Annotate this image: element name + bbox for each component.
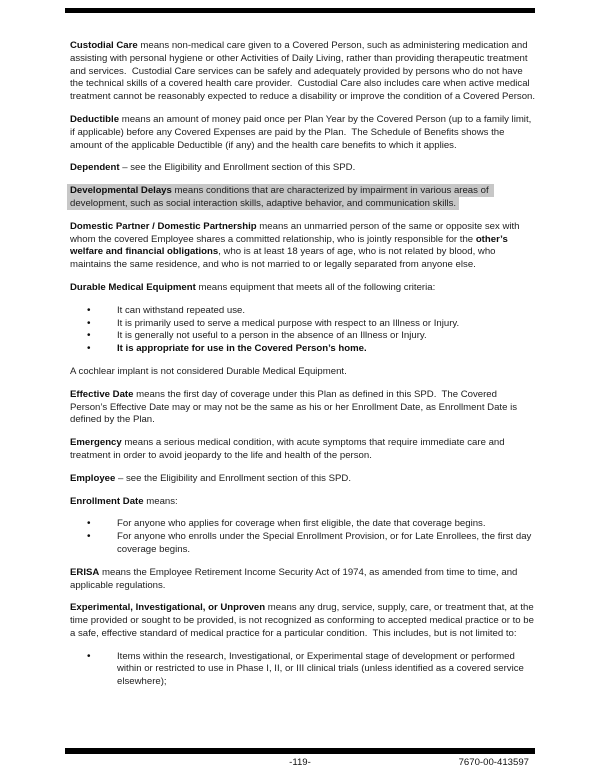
definition-erisa: [70, 567, 536, 593]
definition-body: means any drug, service, supply, care, or treatment that, at the time provided or sought to be provided, is not recognized as conforming to accepted medical practice or to be a safe, effective standard of medical practice for a particular condition. This includes, but is not limited to:: [70, 602, 537, 639]
bullet-icon: •: [87, 531, 91, 543]
definition-term: Dependent: [70, 162, 120, 174]
enrollment-bullet-list: [70, 518, 536, 556]
bullet-icon: •: [87, 518, 91, 530]
definition-emergency: [70, 437, 536, 463]
definition-body: means an amount of money paid once per Plan Year by the Covered Person (up to a family limit, if applicable) before any Covered Expenses are paid by the Plan. The Schedule of Benefits shows the amount of the applicable Deductible (if any) and the health care benefits to which it applies.: [70, 113, 534, 151]
definition-body: means:: [143, 495, 178, 507]
bullet-icon: •: [87, 330, 91, 342]
definition-body: means an unmarried person of the same or opposite sex with whom the covered Employee shares a committed relationship, who is jointly responsible for the: [70, 220, 523, 245]
definition-body: means a serious medical condition, with acute symptoms that require immediate care and treatment in order to avoid jeopardy to the life and health of the person.: [70, 437, 508, 461]
document-code: 7670-00-413597: [458, 757, 529, 768]
definition-dependent: [70, 162, 536, 175]
definition-employee: [70, 473, 536, 486]
bullet-item: [70, 305, 536, 318]
definition-developmental-delays: [70, 185, 536, 211]
bullet-text: Items within the research, Investigational, or Experimental stage of development or performed within or restricted to use in Phase I, II, or III clinical trials (unless identified as a covered service elsewhere);: [117, 650, 527, 688]
bottom-rule: [65, 748, 535, 754]
cochlear-note: [70, 366, 536, 379]
bullet-item: [70, 651, 536, 689]
bullet-icon: •: [87, 650, 91, 662]
definition-effective-date: [70, 389, 536, 427]
definition-term: Enrollment Date: [70, 495, 144, 507]
bullet-text: For anyone who applies for coverage when first eligible, the date that coverage begins.: [117, 518, 486, 530]
page-content: [70, 40, 536, 699]
definition-body: means the first day of coverage under this Plan as defined in this SPD. The Covered Person’s Effective Date may or may not be the same as his or her Enrollment Date, as Enrollment Date is defined by the Plan.: [70, 388, 520, 426]
bullet-item: [70, 318, 536, 331]
definition-domestic-partner: [70, 221, 536, 272]
note-text: A cochlear implant is not considered Durable Medical Equipment.: [70, 365, 347, 377]
definition-term: Domestic Partner / Domestic Partnership: [70, 220, 257, 232]
bullet-item: [70, 330, 536, 343]
top-rule: [65, 8, 535, 13]
definition-term: Durable Medical Equipment: [70, 281, 196, 293]
definition-term: Custodial Care: [70, 40, 138, 51]
definition-body: means non-medical care given to a Covered Person, such as administering medication and assisting with personal hygiene or other Activities of Daily Living, rather than providing therapeutic treatment and services. Custodial Care services can be safely and adequately provided by persons who do not have the technical skills of a covered health care provider. Custodial Care also includes care when active medical treatment cannot be reasonably expected to reduce a disability or improve the condition of a Covered Person.: [70, 40, 536, 103]
emphasized-phrase: other’s welfare and financial obligations: [70, 233, 511, 258]
highlighted-text: [67, 184, 494, 210]
page-number: -119-: [289, 757, 311, 768]
definition-durable-medical-equipment: [70, 282, 536, 295]
definition-body: , who is at least 18 years of age, who is not related by blood, who maintains the same residence, and who is not married to or legally separated from anyone else.: [70, 246, 499, 271]
definition-deductible: [70, 114, 536, 152]
definition-custodial-care: [70, 40, 536, 104]
bullet-text: It is appropriate for use in the Covered Person’s home.: [117, 343, 367, 355]
definition-enrollment-date: [70, 496, 536, 509]
definition-term: Developmental Delays: [70, 185, 172, 197]
definition-term: Effective Date: [70, 388, 134, 400]
bullet-item: [70, 518, 536, 531]
bullet-icon: •: [87, 304, 91, 316]
definition-body: – see the Eligibility and Enrollment section of this SPD.: [119, 162, 356, 174]
experimental-bullet-list: [70, 651, 536, 689]
bullet-text: It is primarily used to serve a medical purpose with respect to an Illness or Injury.: [117, 317, 460, 329]
definition-term: Employee: [70, 472, 116, 484]
definition-term: Deductible: [70, 113, 120, 125]
bullet-item: [70, 531, 536, 557]
bullet-text: It can withstand repeated use.: [117, 304, 245, 316]
dme-bullet-list: [70, 305, 536, 356]
bullet-text: It is generally not useful to a person in the absence of an Illness or Injury.: [117, 330, 427, 342]
definition-experimental: [70, 602, 536, 640]
definition-body: means conditions that are characterized by impairment in various areas of development, such as social interaction skills, adaptive behavior, and communication skills.: [70, 185, 492, 209]
definition-term: Experimental, Investigational, or Unproven: [70, 602, 266, 614]
definition-body: means equipment that meets all of the following criteria:: [195, 281, 436, 293]
bullet-icon: •: [87, 343, 91, 355]
definition-term: Emergency: [70, 437, 122, 449]
bullet-icon: •: [87, 317, 91, 329]
definition-body: – see the Eligibility and Enrollment section of this SPD.: [115, 472, 352, 484]
definition-body: means the Employee Retirement Income Security Act of 1974, as amended from time to time, and applicable regulations.: [70, 566, 521, 591]
bullet-text: For anyone who enrolls under the Special Enrollment Provision, or for Late Enrollees, the first day coverage begins.: [117, 531, 535, 555]
definition-term: ERISA: [70, 566, 100, 578]
bullet-item: [70, 343, 536, 356]
